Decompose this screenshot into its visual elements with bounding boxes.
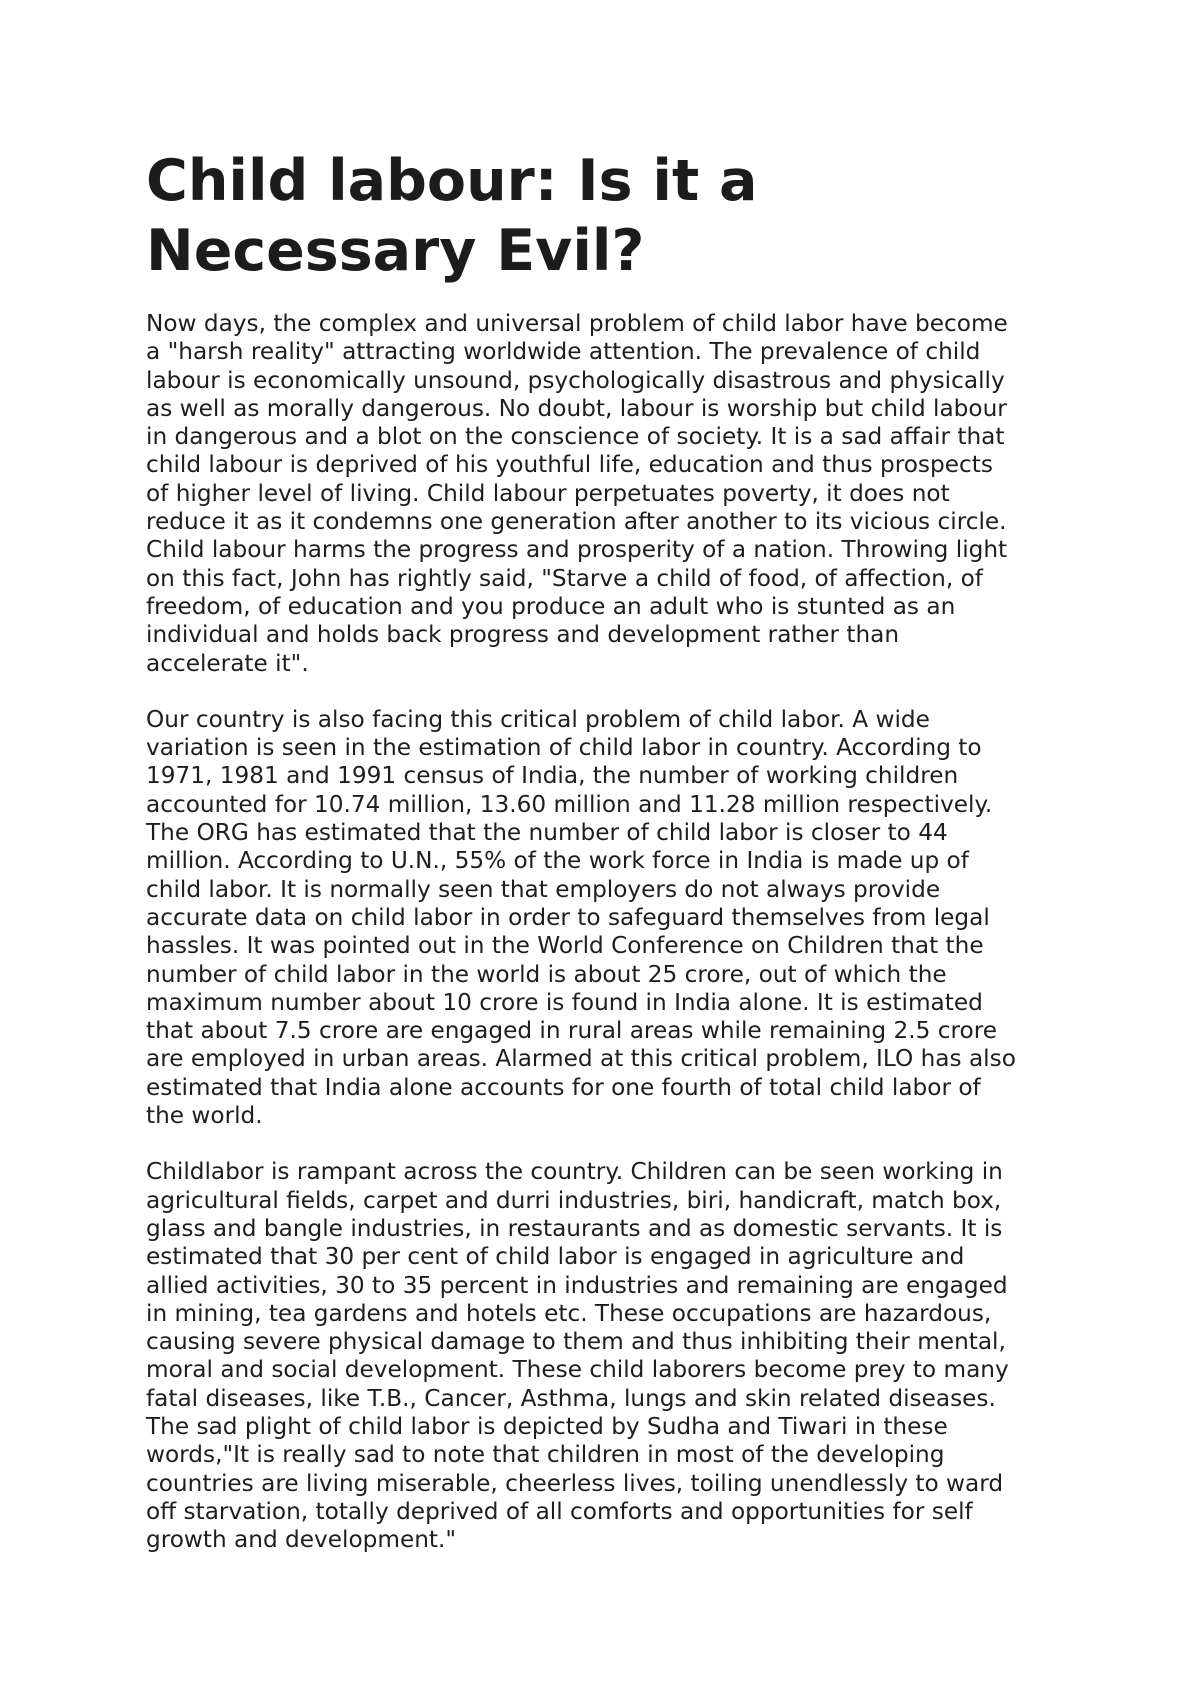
document-body	[146, 146, 1076, 1554]
paragraph-occupations: Childlabor is rampant across the country. Children can be seen working in agricultural fields, carpet and durri industries, biri, handicraft, match box, glass and bangle industries, in restaurants and as domestic servants. It is estimated that 30 per cent of child labor is engaged in agriculture and allied activities, 30 to 35 percent in industries and remaining are engaged in mining, tea gardens and hotels etc. These occupations are hazardous, causing severe physical damage to them and thus inhibiting their mental, moral and social development. These child laborers become prey to many fatal diseases, like T.B., Cancer, Asthma, lungs and skin related diseases. The sad plight of child labor is depicted by Sudha and Tiwari in these words,"It is really sad to note that children in most of the developing countries are living miserable, cheerless lives, toiling unendlessly to ward off starvation, totally deprived of all comforts and opportunities for self growth and development."	[146, 1158, 1009, 1554]
paragraph-introduction: Now days, the complex and universal problem of child labor have become a "harsh reality" attracting worldwide attention. The prevalence of child labour is economically unsound, psychologically disastrous and physically as well as morally dangerous. No doubt, labour is worship but child labour in dangerous and a blot on the conscience of society. It is a sad affair that child labour is deprived of his youthful life, education and thus prospects of higher level of living. Child labour perpetuates poverty, it does not reduce it as it condemns one generation after another to its vicious circle. Child labour harms the progress and prosperity of a nation. Throwing light on this fact, John has rightly said, "Starve a child of food, of affection, of freedom, of education and you produce an adult who is stunted as an individual and holds back progress and development rather than accelerate it".	[146, 310, 1008, 677]
paragraph-statistics: Our country is also facing this critical problem of child labor. A wide variation is seen in the estimation of child labor in country. According to 1971, 1981 and 1991 census of India, the number of working children accounted for 10.74 million, 13.60 million and 11.28 million respectively. The ORG has estimated that the number of child labor is closer to 44 million. According to U.N., 55% of the work force in India is made up of child labor. It is normally seen that employers do not always provide accurate data on child labor in order to safeguard themselves from legal hassles. It was pointed out in the World Conference on Children that the number of child labor in the world is about 25 crore, out of which the maximum number about 10 crore is found in India alone. It is estimated that about 7.5 crore are engaged in rural areas while remaining 2.5 crore are employed in urban areas. Alarmed at this critical problem, ILO has also estimated that India alone accounts for one fourth of total child labor of the world.	[146, 705, 1016, 1130]
document-title: Child labour: Is it a Necessary Evil?	[146, 148, 758, 284]
